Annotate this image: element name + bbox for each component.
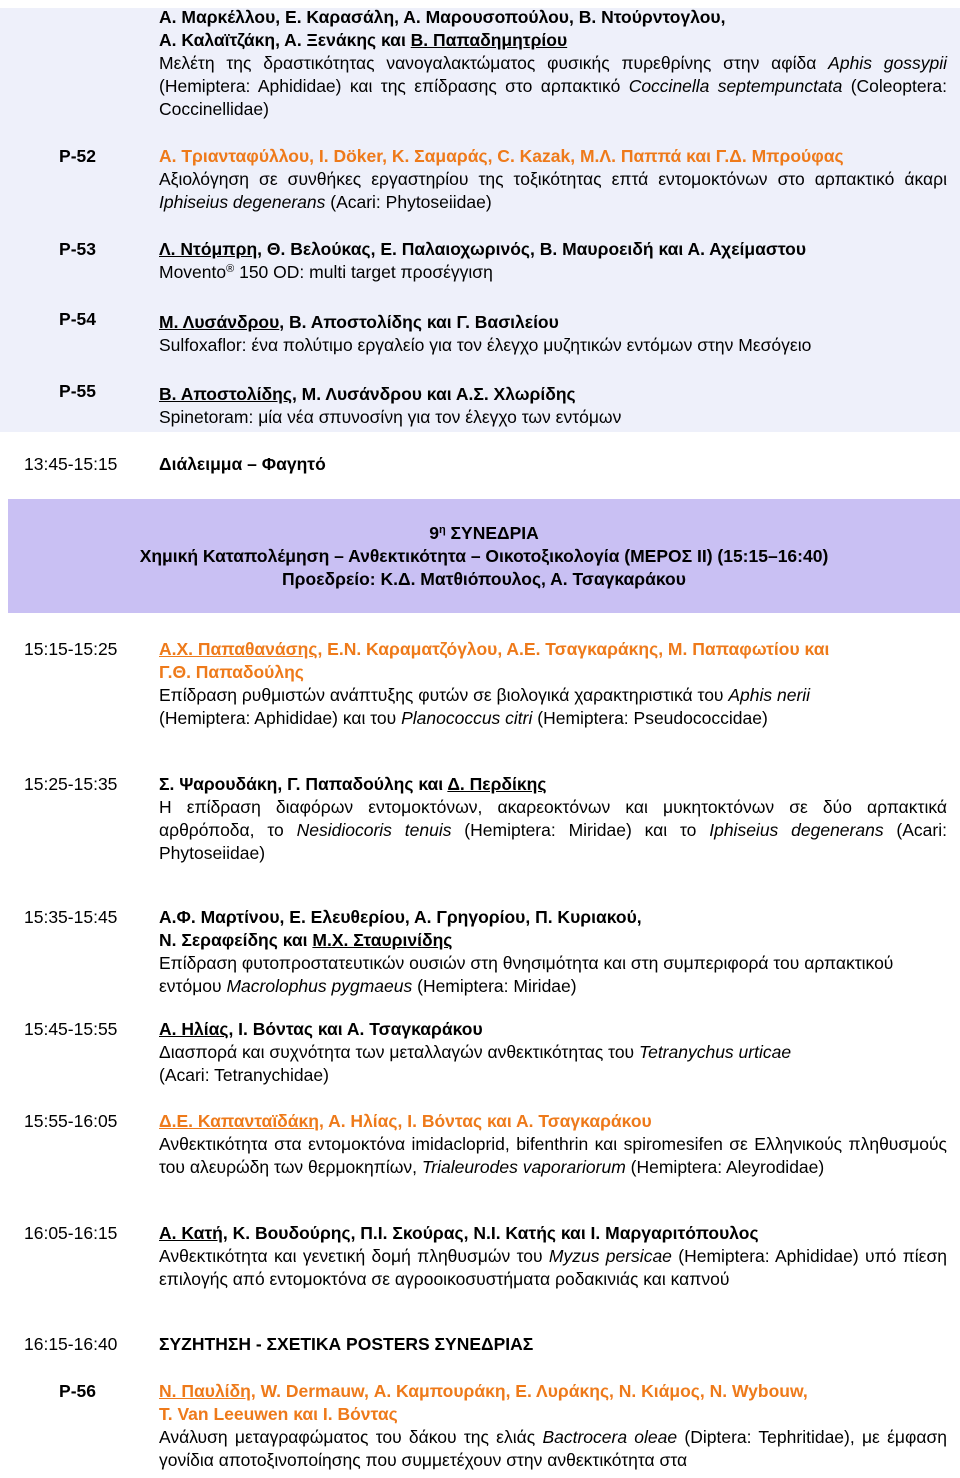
poster-code: P-56 <box>59 1381 96 1401</box>
species-name: Aphis nerii <box>728 685 811 705</box>
species-name: Iphiseius degenerans <box>709 820 884 840</box>
session-header <box>8 499 960 613</box>
poster-p54 <box>0 308 960 357</box>
title-text: Μελέτη της δραστικότητας νανογαλακτώματος φυσικής πυρεθρίνης στην αφίδα <box>159 53 829 73</box>
talk-authors <box>159 1018 947 1041</box>
talk-time: 15:25-15:35 <box>24 774 118 794</box>
poster-authors <box>159 1380 947 1426</box>
title-text: (Acari: Phytoseiidae) <box>159 820 947 863</box>
poster-content <box>159 238 947 284</box>
species-name: Coccinella septempunctata <box>628 76 843 96</box>
poster-content <box>159 145 947 214</box>
title-text: Διασπορά και συχνότητα των μεταλλαγών ανθεκτικότητας του <box>159 1042 639 1062</box>
title-text: (Hemiptera: Aphididae) υπό πίεση επιλογής από εντομοκτόνα σε αγροοικοσυστήματα ροδακινιάς και καπνού <box>159 1246 947 1289</box>
session-number <box>8 522 960 545</box>
break-time: 13:45-15:15 <box>24 454 118 474</box>
poster-title: Sulfoxaflor: ένα πολύτιμο εργαλείο για τον έλεγχο μυζητικών εντόμων στην Μεσόγειο <box>159 335 812 355</box>
authors-rest: , Κ. Βουδούρης, Π.Ι. Σκούρας, Ν.Ι. Κατής και Ι. Μαργαριτόπουλος <box>222 1223 759 1243</box>
title-text: (Hemiptera: Aphididae) και του <box>159 708 402 728</box>
talk-authors <box>159 773 947 796</box>
session-sup: η <box>438 524 446 536</box>
poster-content <box>159 1380 947 1472</box>
poster-title <box>159 261 947 284</box>
poster-authors <box>159 6 947 52</box>
title-text: (Hemiptera: Aleyrodidae) <box>625 1157 825 1177</box>
authors-rest: , W. Dermauw, Α. Καμπουράκη, Ε. Λυράκης, Ν. Κιάμος, Ν. Wybouw, <box>250 1381 808 1401</box>
discussion-row <box>0 1333 960 1356</box>
authors-rest: , Μ. Λυσάνδρου και Α.Σ. Χλωρίδης <box>291 384 576 404</box>
presenting-author: Α. Ηλίας <box>159 1019 229 1039</box>
presenting-author: Λ. Ντόμπρη <box>159 239 258 259</box>
authors-line1: Α. Μαρκέλλου, Ε. Καρασάλη, Α. Μαρουσοπούλου, Β. Ντούρντογλου, <box>159 7 726 27</box>
title-text: 150 OD: multi target προσέγγιση <box>234 262 493 282</box>
talk-authors <box>159 1110 947 1133</box>
species-name: Macrolophus pygmaeus <box>226 976 413 996</box>
presenting-author: Ν. Παυλίδη <box>159 1381 251 1401</box>
talk-row <box>0 773 960 865</box>
session-chairs: Προεδρείο: Κ.Δ. Ματθιόπουλος, Α. Τσαγκαράκου <box>282 569 686 589</box>
title-text: (Hemiptera: Aphididae) και της επίδρασης στο αρπακτικό <box>159 76 629 96</box>
discussion-label: ΣΥΖΗΤΗΣΗ - ΣΧΕΤΙΚΑ POSTERS ΣΥΝΕΔΡΙΑΣ <box>159 1334 534 1354</box>
talk-authors <box>159 1222 947 1245</box>
talk-content <box>159 638 947 730</box>
talk-title <box>159 684 947 730</box>
title-text: Movento <box>159 262 227 282</box>
talk-time: 15:15-15:25 <box>24 639 118 659</box>
title-text: Επίδραση ρυθμιστών ανάπτυξης φυτών σε βιολογικά χαρακτηριστικά του <box>159 685 729 705</box>
talk-authors <box>159 906 947 952</box>
species-name: Aphis gossypii <box>828 53 947 73</box>
session-word: ΣΥΝΕΔΡΙΑ <box>445 523 539 543</box>
presenting-author: Α.Χ. Παπαθανάσης <box>159 639 318 659</box>
poster-authors: Α. Τριανταφύλλου, Ι. Döker, Κ. Σαμαράς, C. Kazak, Μ.Λ. Παππά και Γ.Δ. Μπρούφας <box>159 146 844 166</box>
title-text: (Hemiptera: Pseudococcidae) <box>532 708 768 728</box>
presenting-author: Μ.Χ. Σταυρινίδης <box>312 930 453 950</box>
species-name: Nesidiocoris tenuis <box>296 820 452 840</box>
species-name: Trialeurodes vaporariorum <box>421 1157 626 1177</box>
talk-authors <box>159 638 947 684</box>
title-text: (Acari: Phytoseiidae) <box>325 192 492 212</box>
poster-authors <box>159 311 947 334</box>
poster-p55 <box>0 380 960 429</box>
session-num: 9 <box>429 523 439 543</box>
poster-p51-content <box>159 6 947 121</box>
break-row <box>0 453 960 476</box>
talk-title <box>159 952 947 998</box>
poster-content <box>159 308 947 357</box>
title-text: (Coleoptera: Coccinellidae) <box>159 76 948 119</box>
title-text: (Hemiptera: Miridae) <box>412 976 577 996</box>
talk-title <box>159 796 947 865</box>
authors-rest: T. Van Leeuwen και Ι. Βόντας <box>159 1404 398 1424</box>
talk-content <box>159 1110 947 1179</box>
talk-time: 15:35-15:45 <box>24 907 118 927</box>
poster-code: P-53 <box>59 239 96 259</box>
title-text: (Acari: Tetranychidae) <box>159 1065 329 1085</box>
species-name: Myzus persicae <box>548 1246 672 1266</box>
talk-content <box>159 1018 947 1087</box>
poster-content <box>159 380 947 429</box>
title-text: (Diptera: Tephritidae), με έμφαση γονίδια αποτοξινοποίησης που συμμετέχουν στην ανθεκτικότητα στα <box>159 1427 947 1470</box>
talk-title <box>159 1245 947 1291</box>
poster-authors <box>159 383 947 406</box>
species-name: Tetranychus urticae <box>639 1042 792 1062</box>
authors-rest: , Β. Αποστολίδης και Γ. Βασιλείου <box>279 312 559 332</box>
poster-code: P-55 <box>59 381 96 401</box>
talk-time: 16:15-16:40 <box>24 1334 118 1354</box>
poster-title <box>159 52 947 121</box>
authors-rest: , Θ. Βελούκας, Ε. Παλαιοχωρινός, Β. Μαυροειδή και Α. Αχείμαστου <box>257 239 807 259</box>
species-name: Bactrocera oleae <box>542 1427 678 1447</box>
poster-p52 <box>0 145 960 214</box>
authors-rest: , Α. Ηλίας, Ι. Βόντας και Α. Τσαγκαράκου <box>319 1111 652 1131</box>
talk-content <box>159 773 947 865</box>
talk-title <box>159 1041 947 1087</box>
authors-rest: , Ε.Ν. Καραματζόγλου, Α.Ε. Τσαγκαράκης, Μ. Παπαφωτίου και <box>317 639 830 659</box>
poster-code: P-54 <box>59 309 96 329</box>
presenting-author: Δ. Περδίκης <box>447 774 547 794</box>
species-name: Planococcus citri <box>401 708 533 728</box>
poster-title: Spinetoram: μία νέα σπυνοσίνη για τον έλεγχο των εντόμων <box>159 407 622 427</box>
presenting-author: Δ.Ε. Καπανταϊδάκη <box>159 1111 319 1131</box>
presenting-author: Μ. Λυσάνδρου <box>159 312 280 332</box>
title-text: (Hemiptera: Miridae) και το <box>451 820 710 840</box>
title-text: Ανθεκτικότητα και γενετική δομή πληθυσμών του <box>159 1246 549 1266</box>
authors-rest: Σ. Ψαρουδάκη, Γ. Παπαδούλης και <box>159 774 448 794</box>
break-label: Διάλειμμα – Φαγητό <box>159 454 326 474</box>
poster-title <box>159 1426 947 1472</box>
title-text: Αξιολόγηση σε συνθήκες εργαστηρίου της τοξικότητας επτά εντομοκτόνων στο αρπακτικό άκαρι <box>159 169 947 189</box>
presenting-author: Β. Παπαδημητρίου <box>410 30 568 50</box>
talk-title <box>159 1133 947 1179</box>
registered-mark: ® <box>226 263 235 275</box>
session-title: Χημική Καταπολέμηση – Ανθεκτικότητα – Οικοτοξικολογία (ΜΕΡΟΣ ΙΙ) (15:15–16:40) <box>139 546 829 566</box>
talk-time: 15:45-15:55 <box>24 1019 118 1039</box>
talk-content <box>159 906 947 998</box>
presenting-author: Α. Κατή <box>159 1223 223 1243</box>
poster-p56 <box>0 1380 960 1472</box>
authors-rest: , Ι. Βόντας και Α. Τσαγκαράκου <box>228 1019 483 1039</box>
authors-rest: Α.Φ. Μαρτίνου, Ε. Ελευθερίου, Α. Γρηγορίου, Π. Κυριακού, <box>159 907 642 927</box>
authors-line2a: Α. Καλαϊτζάκη, Α. Ξενάκης και <box>159 30 411 50</box>
poster-p53 <box>0 238 960 284</box>
authors-rest: Γ.Θ. Παπαδούλης <box>159 662 304 682</box>
poster-title <box>159 168 947 214</box>
talk-row <box>0 1222 960 1291</box>
talk-row <box>0 1110 960 1179</box>
talk-time: 15:55-16:05 <box>24 1111 118 1131</box>
talk-time: 16:05-16:15 <box>24 1223 118 1243</box>
authors-rest: Ν. Σεραφείδης και <box>159 930 313 950</box>
poster-authors <box>159 238 947 261</box>
poster-block <box>0 0 960 432</box>
poster-p51-cont <box>0 6 960 121</box>
title-text: Ανάλυση μεταγραφώματος του δάκου της ελιάς <box>159 1427 543 1447</box>
title-text: Η επίδραση διαφόρων εντομοκτόνων, ακαρεοκτόνων και μυκητοκτόνων σε δύο αρπακτικά αρθρόποδα, το <box>159 797 947 840</box>
title-text: Ανθεκτικότητα στα εντομοκτόνα imidacloprid, bifenthrin και spiromesifen σε Ελληνικούς πληθυσμούς του αλευρώδη των θερμοκηπίων, <box>159 1134 947 1177</box>
species-name: Iphiseius degenerans <box>159 192 326 212</box>
talk-content <box>159 1222 947 1291</box>
presenting-author: Β. Αποστολίδης <box>159 384 292 404</box>
title-text: Επίδραση φυτοπροστατευτικών ουσιών στη θνησιμότητα και στη συμπεριφορά του αρπακτικού εντόμου <box>159 953 894 996</box>
talk-row <box>0 1018 960 1087</box>
talk-row <box>0 638 960 730</box>
talk-row <box>0 906 960 998</box>
poster-code: P-52 <box>59 146 96 166</box>
